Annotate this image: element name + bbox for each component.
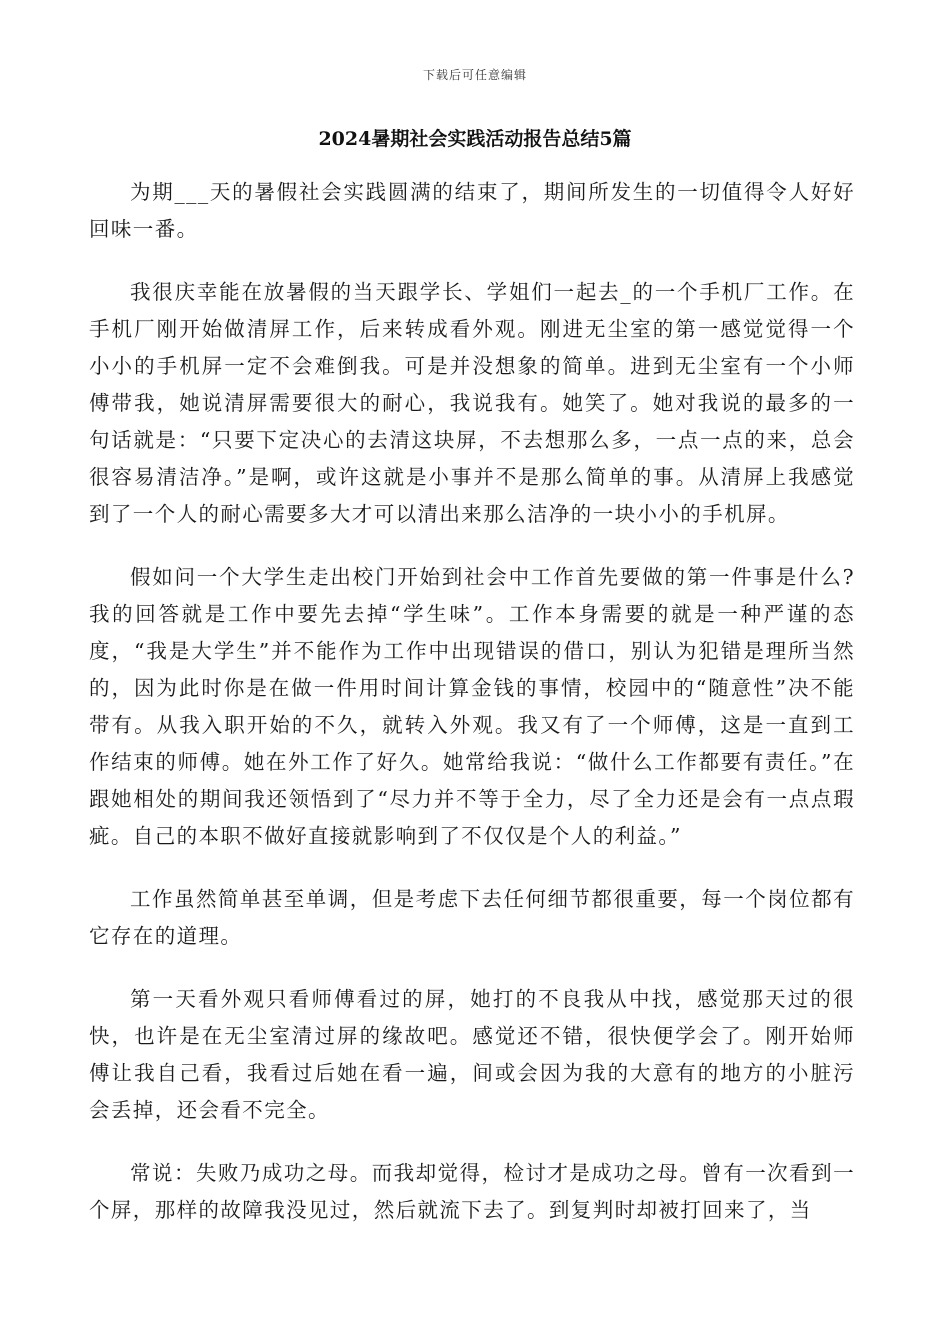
paragraph-4: 工作虽然简单甚至单调，但是考虑下去任何细节都很重要，每一个岗位都有它存在的道理。	[89, 887, 855, 948]
paragraph-3: 假如问一个大学生走出校门开始到社会中工作首先要做的第一件事是什么?我的回答就是工作中要先去掉“学生味”。工作本身需要的就是一种严谨的态度，“我是大学生”并不能作为工作中出现错误的借口，别认为犯错是理所当然的，因为此时你是在做一件用时间计算金钱的事情，校园中的“随意性”决不能带有。从我入职开始的不久，就转入外观。我又有了一个师傅，这是一直到工作结束的师傅。她在外工作了好久。她常给我说：“做什么工作都要有责任。”在跟她相处的期间我还领悟到了“尽力并不等于全力，尽了全力还是会有一点点瑕疵。自己的本职不做好直接就影响到了不仅仅是个人的利益。”	[89, 565, 855, 848]
document-body	[89, 174, 855, 1255]
paragraph-6: 常说：失败乃成功之母。而我却觉得，检讨才是成功之母。曾有一次看到一个屏，那样的故障我没见过，然后就流下去了。到复判时却被打回来了，当	[89, 1161, 855, 1222]
paragraph-1: 为期___天的暑假社会实践圆满的结束了，期间所发生的一切值得令人好好回味一番。	[89, 180, 855, 241]
paragraph-2: 我很庆幸能在放暑假的当天跟学长、学姐们一起去_的一个手机厂工作。在手机厂刚开始做清屏工作，后来转成看外观。刚进无尘室的第一感觉觉得一个小小的手机屏一定不会难倒我。可是并没想象的简单。进到无尘室有一个小师傅带我，她说清屏需要很大的耐心，我说我有。她笑了。她对我说的最多的一句话就是：“只要下定决心的去清这块屏，不去想那么多，一点一点的来，总会很容易清洁净。”是啊，或许这就是小事并不是那么简单的事。从清屏上我感觉到了一个人的耐心需要多大才可以清出来那么洁净的一块小小的手机屏。	[89, 280, 855, 526]
document-title: 2024暑期社会实践活动报告总结5篇	[318, 128, 632, 150]
paragraph-5: 第一天看外观只看师傅看过的屏，她打的不良我从中找，感觉那天过的很快，也许是在无尘室清过屏的缘故吧。感觉还不错，很快便学会了。刚开始师傅让我自己看，我看过后她在看一遍，间或会因为我的大意有的地方的小脏污会丢掉，还会看不完全。	[89, 987, 855, 1122]
header-note: 下载后可任意编辑	[422, 68, 527, 82]
